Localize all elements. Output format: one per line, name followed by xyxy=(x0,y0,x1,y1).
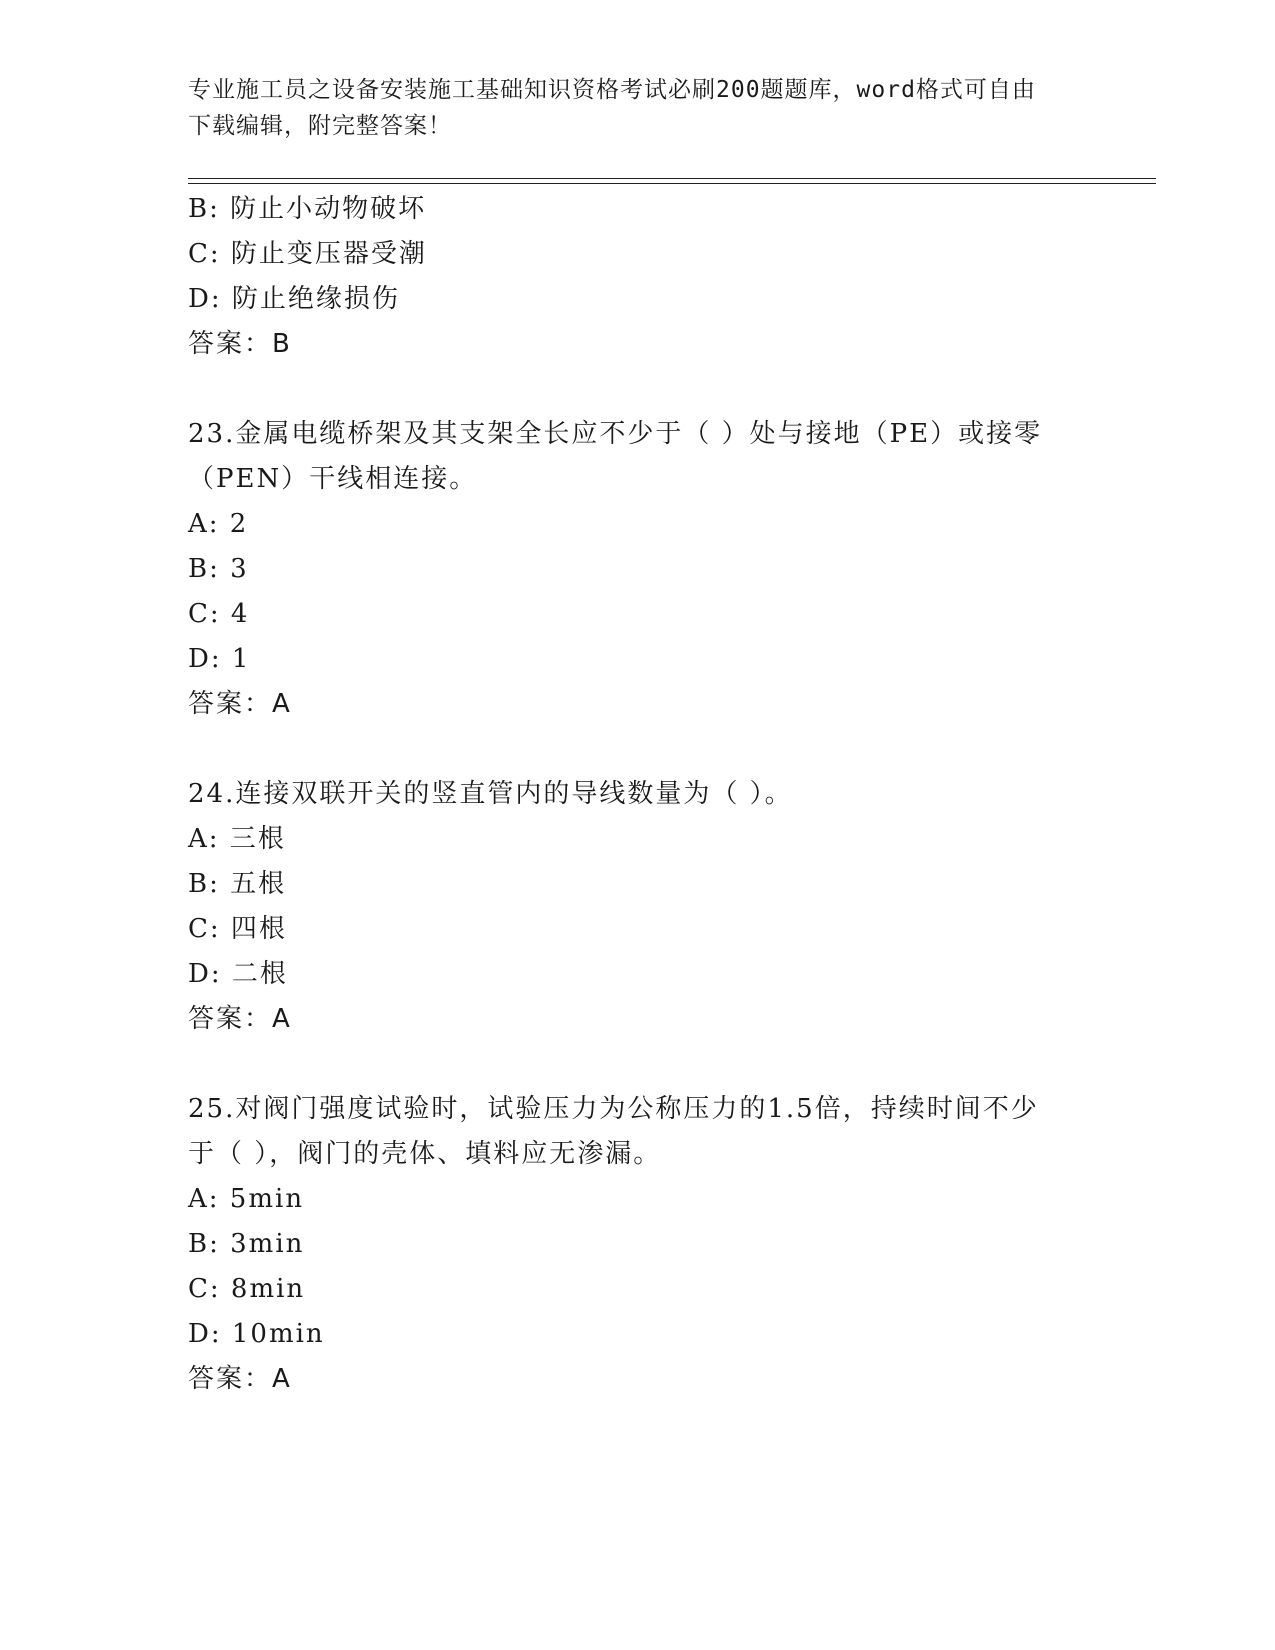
q24-option-d: D: 二根 xyxy=(188,959,288,989)
document-header xyxy=(188,72,1088,144)
q24-option-c: C: 四根 xyxy=(188,914,287,944)
q22-option-c: C: 防止变压器受潮 xyxy=(188,239,427,269)
header-divider-bottom xyxy=(188,183,1156,184)
q23-option-a: A: 2 xyxy=(188,509,249,539)
q23-option-c: C: 4 xyxy=(188,599,250,629)
q23-option-d: D: 1 xyxy=(188,644,251,674)
q25-option-b: B: 3min xyxy=(188,1229,305,1259)
header-line-1: 专业施工员之设备安装施工基础知识资格考试必刷200题题库，word格式可自由 xyxy=(188,77,1036,103)
q22-answer: 答案：B xyxy=(188,329,292,359)
q23-stem-line-2: （PEN）干线相连接。 xyxy=(188,464,478,494)
q22-option-d: D: 防止绝缘损伤 xyxy=(188,284,400,314)
q24-option-b: B: 五根 xyxy=(188,869,287,899)
q24-stem-line-1: 24.连接双联开关的竖直管内的导线数量为（ ）。 xyxy=(188,779,793,809)
q25-option-d: D: 10min xyxy=(188,1319,325,1349)
q25-option-c: C: 8min xyxy=(188,1274,306,1304)
q23-stem-line-1: 23.金属电缆桥架及其支架全长应不少于（ ）处与接地（PE）或接零 xyxy=(188,419,1043,449)
header-divider-top xyxy=(188,178,1156,179)
header-line-2: 下载编辑，附完整答案！ xyxy=(188,113,452,139)
q25-answer: 答案：A xyxy=(188,1364,292,1394)
q24-option-a: A: 三根 xyxy=(188,824,286,854)
q22-option-b: B: 防止小动物破坏 xyxy=(188,194,427,224)
q25-option-a: A: 5min xyxy=(188,1184,305,1214)
q23-option-b: B: 3 xyxy=(188,554,249,584)
q25-stem-line-2: 于（ ），阀门的壳体、填料应无渗漏。 xyxy=(188,1139,662,1169)
q23-answer: 答案：A xyxy=(188,689,292,719)
q25-stem-line-1: 25.对阀门强度试验时，试验压力为公称压力的1.5倍，持续时间不少 xyxy=(188,1094,1039,1124)
q24-answer: 答案：A xyxy=(188,1004,292,1034)
